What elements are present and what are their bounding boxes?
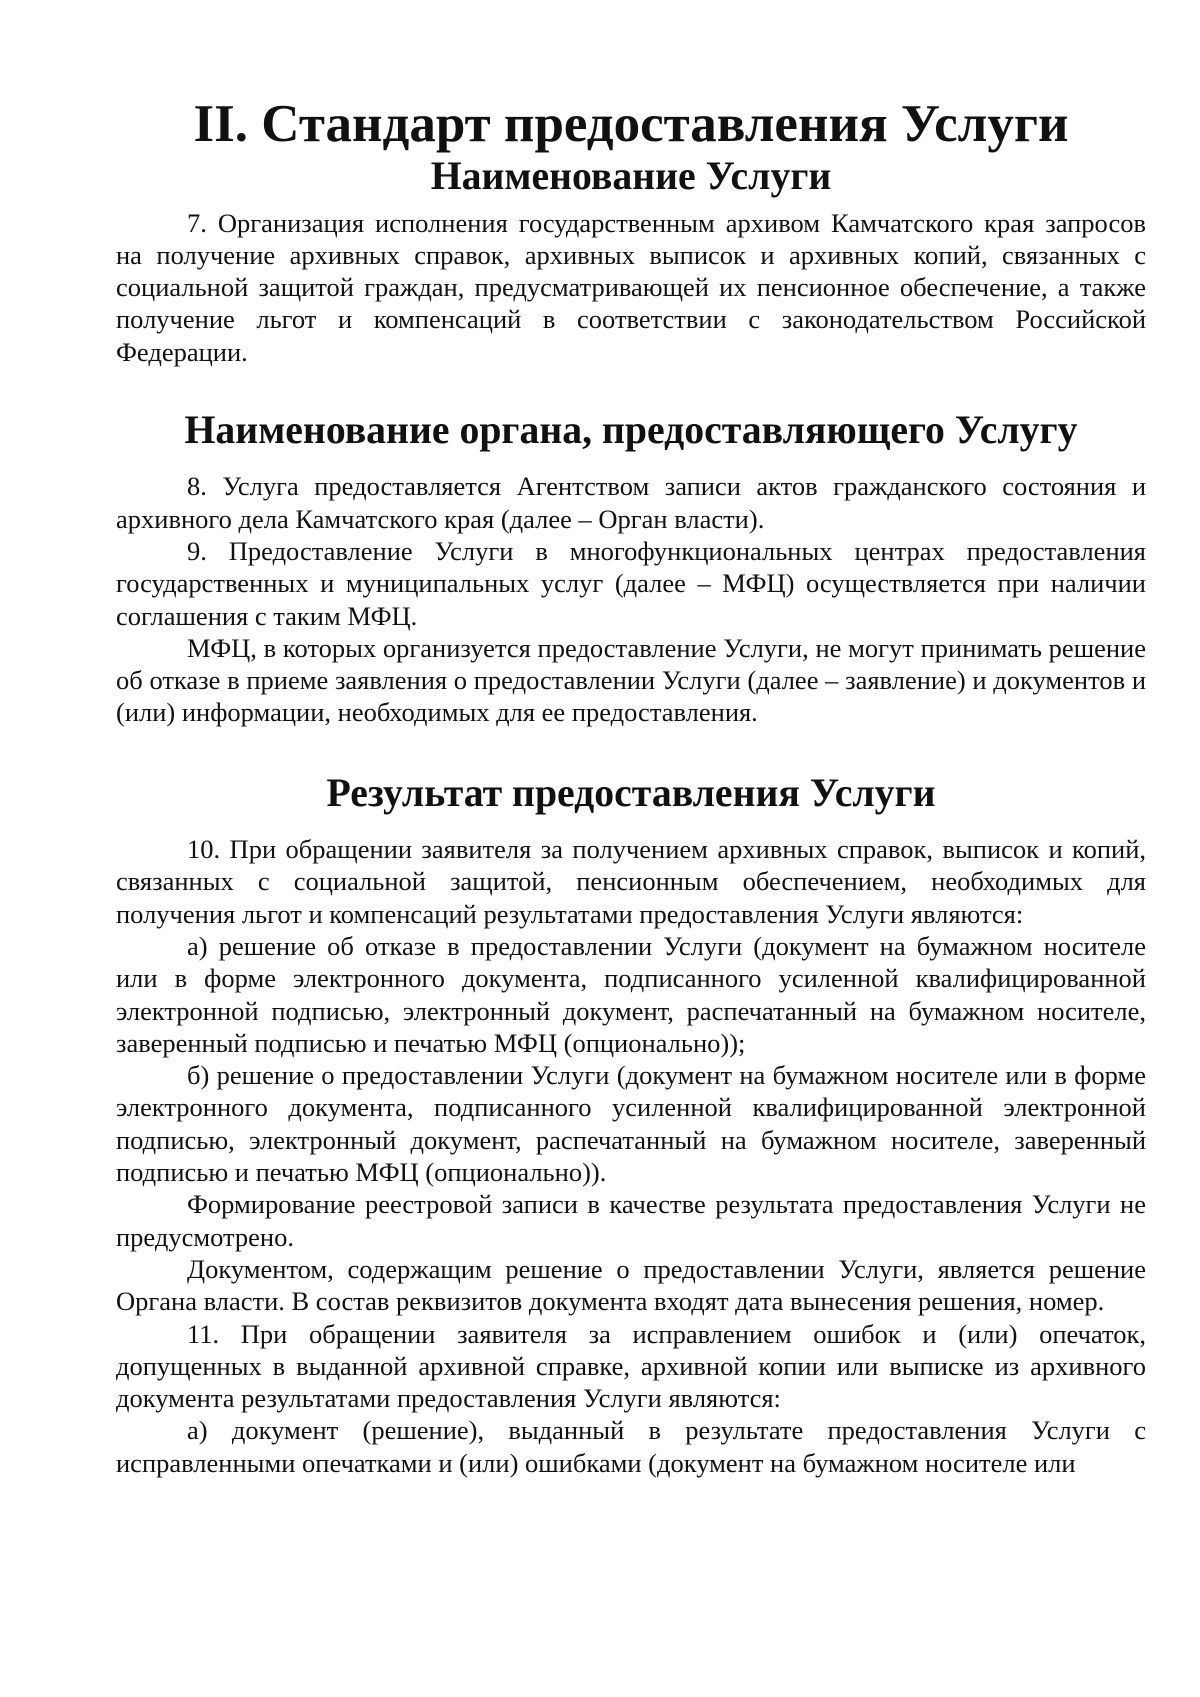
paragraph-registry-record: Формирование реестровой записи в качестве результата предоставления Услуги не предусмотрено.: [116, 1189, 1146, 1252]
paragraph-decision-document: Документом, содержащим решение о предоставлении Услуги, является решение Органа власти. В состав реквизитов документа входят дата вынесения решения, номер.: [116, 1253, 1146, 1317]
paragraph-10-a: а) решение об отказе в предоставлении Услуги (документ на бумажном носителе или в форме электронного документа, подписанного усиленной квалифицированной электронной подписью, электронный документ, распечатанный на бумажном носителе, заверенный подписью и печатью МФЦ (опционально));: [116, 930, 1146, 1058]
paragraph-11-a: а) документ (решение), выданный в результате предоставления Услуги с исправленными опечатками и (или) ошибками (документ на бумажном носителе или: [116, 1415, 1146, 1478]
paragraph-9-mfc: МФЦ, в которых организуется предоставление Услуги, не могут принимать решение об отказе в приеме заявления о предоставлении Услуги (далее – заявление) и документов и (или) информации, необходимых для ее предоставления.: [116, 632, 1146, 728]
section-heading-authority: Наименование органа, предоставляющего Услугу: [184, 408, 1078, 453]
paragraph-7: 7. Организация исполнения государственным архивом Камчатского края запросов на получение архивных справок, архивных выписок и архивных копий, связанных с социальной защитой граждан, предусматривающей их пенсионное обеспечение, а также получение льгот и компенсаций в соответствии с законодательством Российской Федерации.: [116, 207, 1146, 367]
paragraph-9: 9. Предоставление Услуги в многофункциональных центрах предоставления государственных и муниципальных услуг (далее – МФЦ) осуществляется при наличии соглашения с таким МФЦ.: [116, 535, 1146, 631]
paragraph-8: 8. Услуга предоставляется Агентством записи актов гражданского состояния и архивного дела Камчатского края (далее – Орган власти).: [116, 471, 1146, 534]
paragraph-11: 11. При обращении заявителя за исправлением ошибок и (или) опечаток, допущенных в выданной архивной справке, архивной копии или выписке из архивного документа результатами предоставления Услуги являются:: [116, 1318, 1146, 1414]
paragraph-10-b: б) решение о предоставлении Услуги (документ на бумажном носителе или в форме электронного документа, подписанного усиленной квалифицированной электронной подписью, электронный документ, распечатанный на бумажном носителе, заверенный подписью и печатью МФЦ (опционально)).: [116, 1060, 1146, 1188]
document-page: [116, 95, 1146, 1479]
paragraph-10: 10. При обращении заявителя за получением архивных справок, выписок и копий, связанных с социальной защитой, пенсионным обеспечением, необходимых для получения льгот и компенсаций результатами предоставления Услуги являются:: [116, 834, 1146, 929]
section-heading-service-name: Наименование Услуги: [430, 154, 832, 199]
section-heading-result: Результат предоставления Услуги: [326, 770, 936, 815]
document-title: II. Стандарт предоставления Услуги: [193, 95, 1069, 153]
